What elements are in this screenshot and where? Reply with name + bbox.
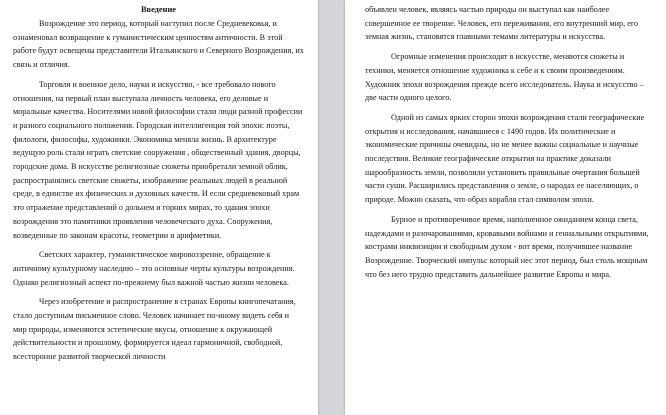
paragraph: Светских характер, гуманистическое мировоззрение, обращение к античному культурному наследию – это основные черты культуры возрождения. Однако религиозный аспект по-прежнему был важной частью жизни человека. (13, 250, 295, 287)
paragraph: Огромные изменения происходят в искусстве, меняются сюжеты и техники, меняется отношение художника к себе и к своим произведениям. Художник эпохи возрождения прежде всего исследователь. Наука и искусство – две части одного целого. (365, 52, 644, 103)
paragraph: Бурное и противоречивое время, наполненное ожиданием конца света, надеждами и разочарованиями, кровавыми войнами и гениальными открытиями, кострами инквизиции и свободным духом - вот время, получившее название Возрождение. Творческий импульс который нес этот период, был столь мощным что без него трудно представить дальнейшее развитие Европы и мира. (365, 214, 649, 279)
page-right (345, 0, 666, 415)
section-heading: Введение (140, 5, 177, 14)
page-left-content (13, 3, 304, 370)
paragraph: объявлен человек, являясь частью природы он выступал как наиболее совершенное ее творение. Человек, его переживания, его внутренний мир, его земная жизнь, становятся главными темами литературы и искусства. (365, 5, 639, 42)
paragraph: Одной из самых ярких сторон эпохи возрождения стали географические открытия и исследования, начавшиеся с 1490 годов. Их политические и экономические причины очевидны, но не менее важны социальные и научные последствия. Великие географические открытия на практике доказали шарообразность земли, позволили установить правильные очертания большей части суши. Расширились представления о земле, о народах ее населяющих, о природе. Можно сказать, что образ корабля стал символом эпохи. (365, 112, 645, 205)
paragraph: Торговля и военное дело, науки и искусство, - все требовало нового отношения, на первый план выступала личность человека, его деловые и моральные качества. Носителями новой философии стали люди разной профессии и разного социального положения. Городская интеллигенция той эпохи: поэты, филологи, философы, художники. Экономика меняла жизнь. В архитектуре ведущую роль стали играть светские сооружения , общественный здания, дворцы, городские дома. В искусстве религиозные сюжеты приобретали земной облик, распространялись светские сюжеты, изображение реальных людей в реальной среде, в единстве их физических и духовных качеств. И если средневековый храм это отражение представлений о дольнем и горних мирах, то здания эпохи возрождения это памятники проявления человеческого духа. Сооружения, возведенные по законам красоты, геометрии и арифметики. (13, 79, 303, 240)
page-right-content (365, 3, 649, 287)
page-left (0, 0, 318, 415)
paragraph: Через изобретение и распространение в странах Европы книгопечатания, стало доступным письменное слово. Человек начинает по-иному видеть себя и мир природы, изменяются эстетические вкусы, отношение к окружающей действительности и прошлому, формируется идеал гармоничной, свободной, всесторонне развитой творческой личности (13, 297, 296, 362)
paragraph: Возрождение это период, который наступил после Средневековья, и ознаменовал возвращение к гуманистическим ценностям античности. В этой работе будут освещены представители Итальянского и Северного Возрождения, их связь и отличия. (13, 19, 304, 70)
